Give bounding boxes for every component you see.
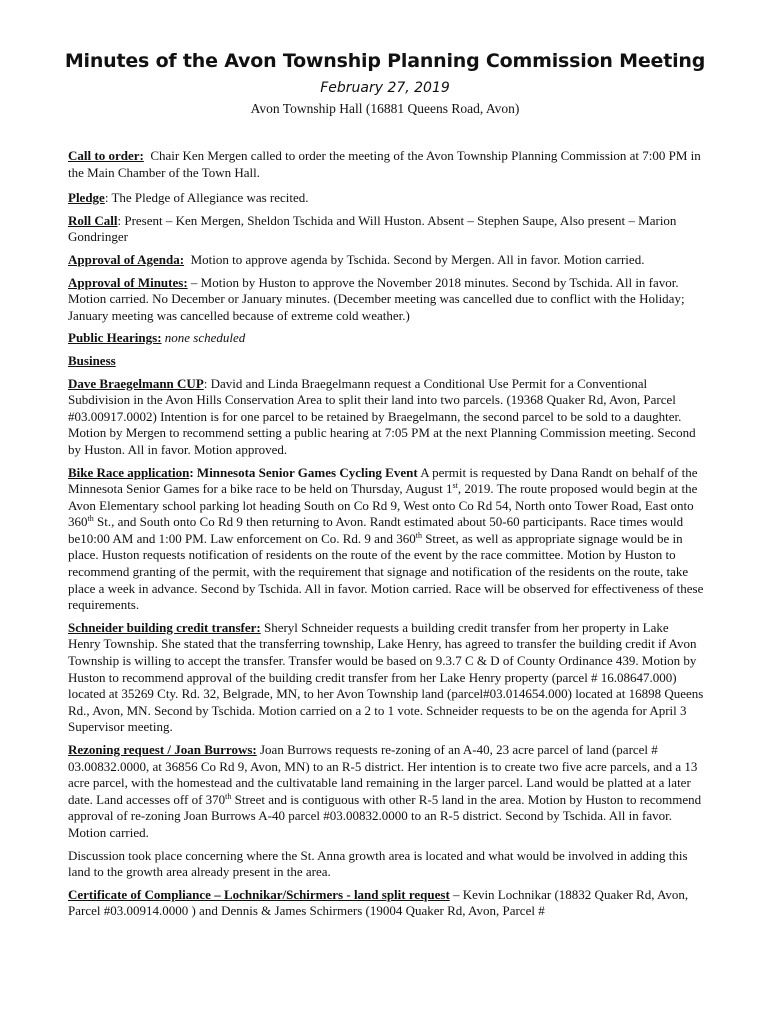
public-hearings-paragraph xyxy=(68,330,704,347)
certificate-label: Certificate of Compliance – Lochnikar/Schirmers - land split request xyxy=(68,886,450,902)
approval-agenda-label: Approval of Agenda: xyxy=(68,251,185,267)
business-heading-paragraph xyxy=(68,353,704,370)
call-to-order-label: Call to order: xyxy=(68,148,144,163)
meeting-date: February 27, 2019 xyxy=(320,80,450,96)
cup-text: : David and Linda Braegelmann request a Conditional Use Permit for a Conventional Subdivision in the Avon Hills Conservation Area to split their land into two parcels. (19368 Quaker Rd, Avon, Parcel #03.00917.0002) Intention is for one parcel to be retained by Braegelmann, the second parcel to be sold to a daughter. Motion by Mergen to recommend setting a public hearing at 7:05 PM at the next Planning Commission meeting. Second by Huston. All in favor. Motion approved. xyxy=(68,375,696,457)
roll-call-paragraph xyxy=(68,213,704,246)
approval-agenda-paragraph xyxy=(68,252,704,269)
rezoning-sup-1: th xyxy=(225,791,232,801)
roll-call-text: : Present – Ken Mergen, Sheldon Tschida and Will Huston. Absent – Stephen Saupe, Also present – Marion Gondringer xyxy=(68,212,677,245)
public-hearings-text: none scheduled xyxy=(164,330,246,346)
certificate-text: – Kevin Lochnikar (18832 Quaker Rd, Avon, Parcel #03.00914.0000 ) and Dennis & James Schirmers (19004 Quaker Rd, Avon, Parcel # xyxy=(68,886,689,919)
approval-agenda-text: Motion to approve agenda by Tschida. Second by Mergen. All in favor. Motion carried. xyxy=(184,251,645,267)
bike-race-event-name: : Minnesota Senior Games Cycling Event xyxy=(189,464,418,480)
schneider-text: Sheryl Schneider requests a building credit transfer from her property in Lake Henry Township. She stated that the transferring township, Lake Henry, has agreed to transfer the building credit if Avon Township is willing to accept the transfer. Transfer would be based on 9.3.7 C & D of County Ordinance 439. Motion by Huston to recommend approval of the building credit transfer from her Lake Henry property (parcel # 16.08647.000) located at 35269 Cty. Rd. 32, Belgrade, MN, to her Avon Township land (parcel#03.014654.000) located at 16898 Queens Rd., Avon, MN. Second by Tschida. Motion carried on a 2 to 1 vote. Schneider requests to be on the agenda for April 3 Supervisor meeting. xyxy=(68,619,704,735)
bike-race-text-4: Street, as well as appropriate signage would be in place. Huston requests notification of residents on the route of the event by the race committee. Motion by Huston to recommend granting of the permit, with the requirement that signage and notification of the residents on the route, take place a week in advance. Second by Tschida. All in favor. Motion carried. Race will be observed for effectiveness of these requirements. xyxy=(68,530,704,613)
call-to-order-text: Chair Ken Mergen called to order the meeting of the Avon Township Planning Commission at 7:00 PM in the Main Chamber of the Town Hall. xyxy=(68,148,705,180)
bike-race-text-2: , 2019. The route proposed would begin at the Avon Elementary school parking lot heading South on Co Rd 9, West onto Co Rd 54, North onto Tower Road, East onto 360 xyxy=(68,481,698,530)
schneider-paragraph xyxy=(68,620,704,736)
roll-call-label: Roll Call xyxy=(68,212,118,228)
bike-race-sup-2: th xyxy=(87,514,94,524)
bike-race-text-3: St., and South onto Co Rd 9 then returning to Avon. Randt estimated about 50-60 participants. Race times would be10:00 AM and 1:00 PM. Law enforcement on Co. Rd. 9 and 360 xyxy=(68,514,684,546)
minutes-body xyxy=(68,148,704,926)
approval-minutes-paragraph xyxy=(68,275,704,325)
bike-race-text-1: A permit is requested by Dana Randt on behalf of the Minnesota Senior Games for a bike race to be held on Thursday, August 1 xyxy=(68,464,698,497)
rezoning-text-1: Joan Burrows requests re-zoning of an A-40, 23 acre parcel of land (parcel # 03.00832.0000, at 36856 Co Rd 9, Avon, MN) to an R-5 district. Her intention is to create two five acre parcels, and a 13 acre parcel, with the homestead and the cultivatable land remaining in the larger parcel. Land would be platted at a later date. Land accesses off of 370 xyxy=(68,742,698,807)
meeting-location: Avon Township Hall (16881 Queens Road, Avon) xyxy=(250,101,520,116)
bike-race-sup-1: st xyxy=(452,481,458,491)
rezoning-label: Rezoning request / Joan Burrows: xyxy=(68,742,257,757)
bike-race-sup-3: th xyxy=(415,530,422,540)
approval-minutes-text: – Motion by Huston to approve the November 2018 minutes. Second by Tschida. All in favor. Motion carried. No December or January minutes. (December meeting was cancelled due to conflict with the Holiday; January meeting was cancelled because of extreme cold weather.) xyxy=(68,274,685,323)
certificate-paragraph xyxy=(68,887,704,920)
approval-minutes-label: Approval of Minutes: xyxy=(68,274,188,290)
cup-paragraph xyxy=(68,376,704,459)
call-to-order-paragraph xyxy=(68,148,704,181)
business-heading: Business xyxy=(68,352,116,368)
rezoning-text-2: Street and is contiguous with other R-5 land in the area. Motion by Huston to recommend approval of re-zoning Joan Burrows A-40 parcel #03.00832.0000 to an R-5 district. Second by Tschida. All in favor. Motion carried. xyxy=(68,791,702,840)
bike-race-label: Bike Race application xyxy=(68,464,190,480)
discussion-paragraph: Discussion took place concerning where the St. Anna growth area is located and what would be involved in adding this land to the growth area already present in the area. xyxy=(68,847,688,880)
pledge-text: : The Pledge of Allegiance was recited. xyxy=(104,190,309,206)
pledge-label: Pledge xyxy=(68,190,105,206)
public-hearings-label: Public Hearings: xyxy=(68,330,162,346)
pledge-paragraph xyxy=(68,190,704,207)
schneider-label: Schneider building credit transfer: xyxy=(68,619,261,635)
cup-label: Dave Braegelmann CUP xyxy=(68,375,204,391)
page-title: Minutes of the Avon Township Planning Commission Meeting xyxy=(64,50,706,72)
rezoning-paragraph xyxy=(68,742,704,842)
bike-race-paragraph xyxy=(68,465,704,614)
